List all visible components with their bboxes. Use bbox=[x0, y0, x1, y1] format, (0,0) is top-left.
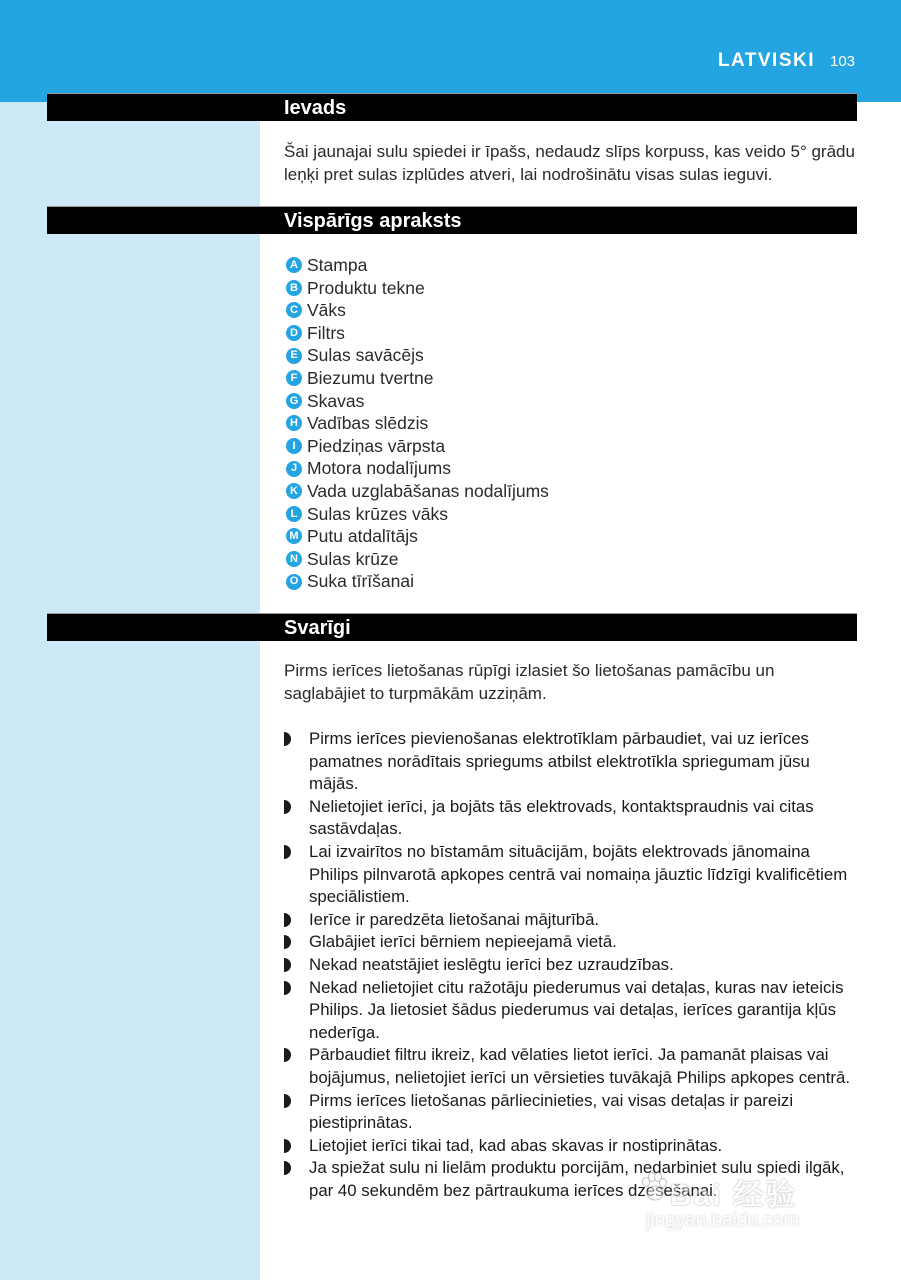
safety-text: Nekad nelietojiet citu ražotāju piederumus vai detaļas, kuras nav ieteicis Philips. Ja lietosiet šādus piederumus vai detaļas, ierīces garantija kļūs nederīga. bbox=[309, 977, 844, 1042]
list-item bbox=[286, 322, 549, 345]
bullet-icon bbox=[284, 1048, 291, 1062]
list-item bbox=[286, 344, 549, 367]
parts-list bbox=[286, 254, 549, 593]
section-title-intro: Ievads bbox=[284, 97, 347, 119]
part-label: Biezumu tvertne bbox=[307, 367, 434, 388]
safety-text: Glabājiet ierīci bērniem nepieejamā vietā. bbox=[309, 932, 617, 952]
watermark-main-text: Bai 经验 bbox=[670, 1179, 798, 1212]
letter-badge-icon: K bbox=[286, 483, 302, 499]
safety-text: Nelietojiet ierīci, ja bojāts tās elektrovads, kontaktspraudnis vai citas sastāvdaļas. bbox=[309, 796, 814, 839]
list-item bbox=[284, 728, 858, 796]
list-item bbox=[286, 254, 549, 277]
safety-list bbox=[284, 728, 858, 1202]
list-item bbox=[286, 277, 549, 300]
letter-badge-icon: G bbox=[286, 393, 302, 409]
part-label: Skavas bbox=[307, 390, 365, 411]
letter-badge-icon: F bbox=[286, 370, 302, 386]
section-title-important: Svarīgi bbox=[284, 617, 351, 639]
letter-badge-icon: I bbox=[286, 438, 302, 454]
page-number: 103 bbox=[830, 53, 856, 70]
baidu-watermark bbox=[640, 1170, 855, 1240]
list-item bbox=[286, 570, 549, 593]
watermark-url: jingyan.baidu.com bbox=[646, 1210, 800, 1231]
list-item bbox=[286, 390, 549, 413]
letter-badge-icon: H bbox=[286, 415, 302, 431]
bullet-icon bbox=[284, 958, 291, 972]
list-item bbox=[286, 412, 549, 435]
list-item bbox=[286, 548, 549, 571]
part-label: Piedziņas vārpsta bbox=[307, 435, 446, 456]
safety-text: Nekad neatstājiet ieslēgtu ierīci bez uzraudzības. bbox=[309, 954, 674, 974]
letter-badge-icon: M bbox=[286, 528, 302, 544]
important-intro-paragraph: Pirms ierīces lietošanas rūpīgi izlasiet šo lietošanas pamācību un saglabājiet to turpmākām uzziņām. bbox=[284, 661, 775, 703]
letter-badge-icon: C bbox=[286, 302, 302, 318]
part-label: Filtrs bbox=[307, 322, 345, 343]
list-item bbox=[284, 1044, 858, 1089]
part-label: Stampa bbox=[307, 255, 368, 275]
letter-badge-icon: O bbox=[286, 574, 302, 590]
list-item bbox=[284, 1135, 858, 1158]
language-label: LATVISKI bbox=[717, 50, 815, 71]
list-item bbox=[286, 299, 549, 322]
list-item bbox=[284, 1090, 858, 1135]
letter-badge-icon: E bbox=[286, 348, 302, 364]
part-label: Vāks bbox=[307, 300, 346, 321]
safety-text: Lai izvairītos no bīstamām situācijām, bojāts elektrovads jānomaina Philips pilnvarotā apkopes centrā vai nomaiņa jāuztic līdzīgi kvalificētiem speciālistiem. bbox=[309, 841, 848, 907]
letter-badge-icon: D bbox=[286, 325, 302, 341]
list-item bbox=[286, 525, 549, 548]
left-margin-band bbox=[0, 102, 260, 1280]
part-label: Produktu tekne bbox=[307, 277, 425, 298]
list-item bbox=[284, 796, 858, 841]
list-item bbox=[284, 909, 858, 932]
list-item bbox=[286, 367, 549, 390]
letter-badge-icon: J bbox=[286, 461, 302, 477]
list-item bbox=[286, 503, 549, 526]
part-label: Motora nodalījums bbox=[307, 458, 451, 479]
bullet-icon bbox=[284, 981, 291, 995]
list-item bbox=[284, 954, 858, 977]
bullet-icon bbox=[284, 1139, 291, 1153]
letter-badge-icon: N bbox=[286, 551, 302, 567]
safety-text: Pārbaudiet filtru ikreiz, kad vēlaties lietot ierīci. Ja pamanāt plaisas vai bojājumus, nelietojiet ierīci un vērsieties tuvākajā Philips apkopes centrā. bbox=[309, 1045, 851, 1087]
list-item bbox=[286, 435, 549, 458]
intro-paragraph: Šai jaunajai sulu spiedei ir īpašs, nedaudz slīps korpuss, kas veido 5° grādu leņķi pret sulas izplūdes atveri, lai nodrošinātu visas sulas ieguvi. bbox=[284, 142, 855, 184]
section-bar-intro bbox=[47, 93, 857, 121]
safety-text: Ja spiežat sulu ni lielām produktu porcijām, nedarbiniet sulu spiedi ilgāk, par 40 sekundēm bez pārtraukuma ierīces dzesešanai. bbox=[309, 1158, 845, 1200]
bullet-icon bbox=[284, 935, 291, 949]
bullet-icon bbox=[284, 732, 291, 746]
part-label: Vada uzglabāšanas nodalījums bbox=[307, 480, 549, 501]
part-label: Vadības slēdzis bbox=[307, 413, 429, 434]
paw-logo-icon bbox=[640, 1172, 668, 1202]
part-label: Sulas krūze bbox=[307, 548, 399, 569]
part-label: Sulas savācējs bbox=[307, 345, 424, 366]
letter-badge-icon: L bbox=[286, 506, 302, 522]
letter-badge-icon: A bbox=[286, 257, 302, 273]
safety-text: Ierīce ir paredzēta lietošanai mājturībā. bbox=[309, 909, 600, 929]
list-item bbox=[284, 931, 858, 954]
list-item bbox=[286, 457, 549, 480]
section-title-general: Vispārīgs apraksts bbox=[284, 210, 462, 232]
safety-text: Lietojiet ierīci tikai tad, kad abas skavas ir nostiprinātas. bbox=[309, 1135, 723, 1155]
bullet-icon bbox=[284, 913, 291, 927]
list-item bbox=[284, 977, 858, 1045]
part-label: Suka tīrīšanai bbox=[307, 571, 414, 592]
list-item bbox=[284, 841, 858, 909]
bullet-icon bbox=[284, 1094, 291, 1108]
part-label: Sulas krūzes vāks bbox=[307, 503, 449, 524]
safety-text: Pirms ierīces lietošanas pārliecinieties, vai visas detaļas ir pareizi piestiprinātas. bbox=[309, 1090, 794, 1133]
section-bar-general bbox=[47, 206, 857, 234]
section-bar-important bbox=[47, 613, 857, 641]
letter-badge-icon: B bbox=[286, 280, 302, 296]
bullet-icon bbox=[284, 1161, 291, 1175]
list-item bbox=[286, 480, 549, 503]
bullet-icon bbox=[284, 845, 291, 859]
part-label: Putu atdalītājs bbox=[307, 526, 418, 547]
safety-text: Pirms ierīces pievienošanas elektrotīklam pārbaudiet, vai uz ierīces pamatnes norādītais spriegums atbilst elektrotīkla spriegumam jūsu mājās. bbox=[309, 729, 810, 794]
bullet-icon bbox=[284, 800, 291, 814]
